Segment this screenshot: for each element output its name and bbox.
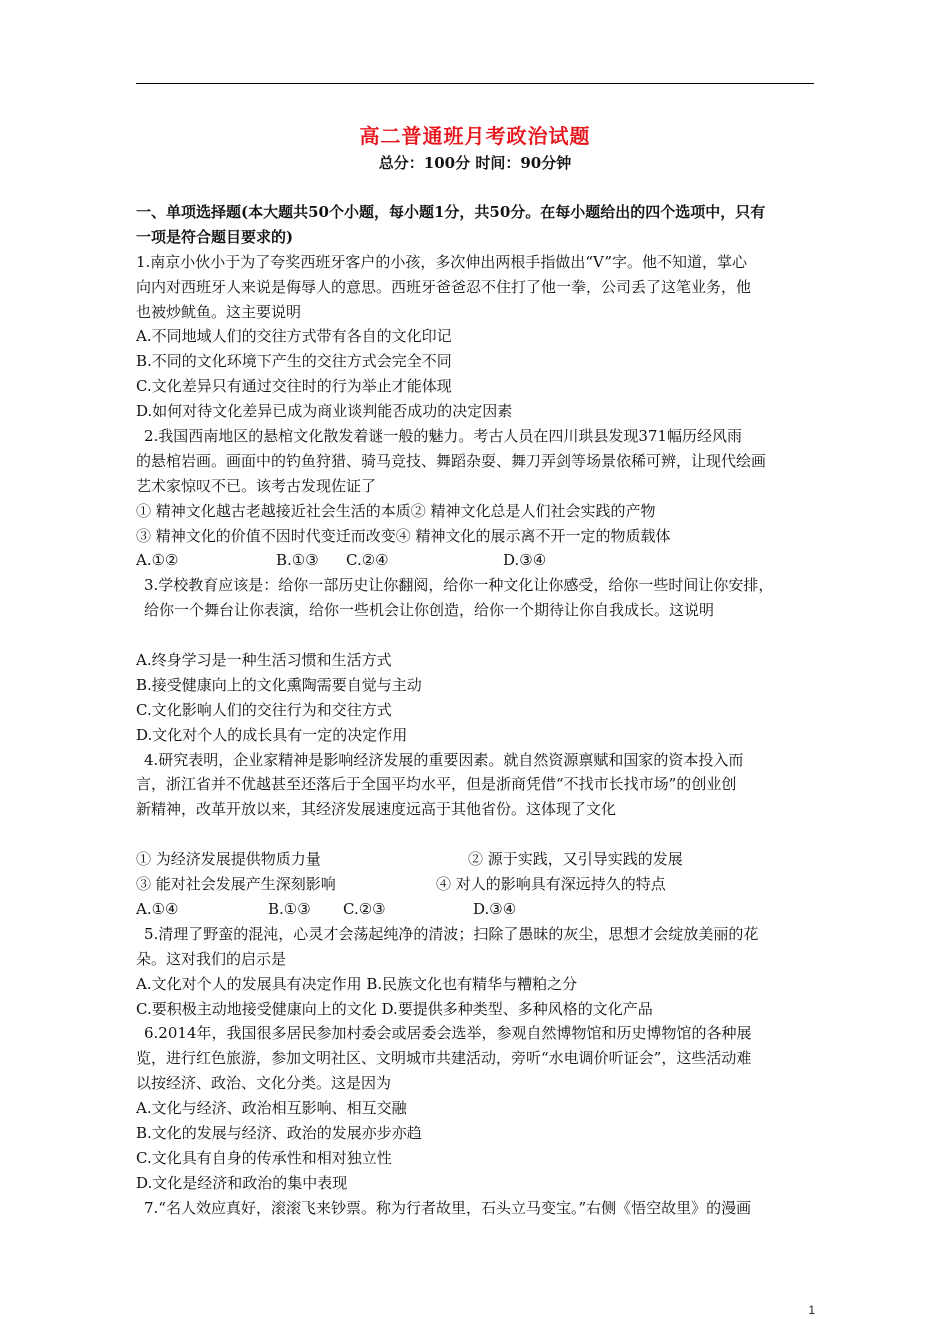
- question-stem-line: 以按经济、政治、文化分类。这是因为: [136, 1074, 392, 1093]
- statement-3: ③ 能对社会发展产生深刻影响: [136, 875, 336, 894]
- option-d: D.文化是经济和政治的集中表现: [136, 1173, 348, 1192]
- blank-line: [136, 623, 816, 648]
- option-d: D.文化对个人的成长具有一定的决定作用: [136, 725, 408, 744]
- question-stem-line: 3.学校教育应该是：给你一部历史让你翻阅，给你一种文化让你感受，给你一些时间让你安排，: [144, 576, 774, 595]
- question-stem-line: 览，进行红色旅游，参加文明社区、文明城市共建活动，旁听“水电调价听证会”，这些活动难: [136, 1049, 752, 1068]
- option-c: C.文化影响人们的交往行为和交往方式: [136, 700, 392, 719]
- question-stem-line: 朵。这对我们的启示是: [136, 949, 287, 968]
- options-row: [136, 548, 816, 573]
- question-stem-line: 1.南京小伙小于为了夸奖西班牙客户的小孩，多次伸出两根手指做出“V”字。他不知道，掌心: [136, 252, 748, 271]
- option-b: B.①③: [268, 899, 311, 918]
- blank-line: [136, 822, 816, 847]
- option-c: C.文化具有自身的传承性和相对独立性: [136, 1148, 392, 1167]
- statement-row: [136, 847, 816, 872]
- question-4: [136, 748, 816, 922]
- question-stem-line: 新精神，改革开放以来，其经济发展速度远高于其他省份。这体现了文化: [136, 800, 617, 819]
- exam-body: [136, 200, 816, 1221]
- option-c: C.②④: [346, 551, 389, 570]
- option-a: A.①④: [136, 899, 179, 918]
- option-a: A.不同地域人们的交往方式带有各自的文化印记: [136, 327, 452, 346]
- options-line: C.要积极主动地接受健康向上的文化 D.要提供多种类型、多种风格的文化产品: [136, 999, 653, 1018]
- question-5: [136, 922, 816, 1022]
- question-stem-line: 6.2014年，我国很多居民参加村委会或居委会选举，参观自然博物馆和历史博物馆的各种展: [144, 1024, 752, 1043]
- options-row: [136, 897, 816, 922]
- option-a: A.文化与经济、政治相互影响、相互交融: [136, 1099, 407, 1118]
- option-b: B.文化的发展与经济、政治的发展亦步亦趋: [136, 1123, 422, 1142]
- option-a: A.①②: [136, 551, 179, 570]
- question-stem-line: 4.研究表明，企业家精神是影响经济发展的重要因素。就自然资源禀赋和国家的资本投入而: [144, 750, 744, 769]
- section-heading-line-1: 一、单项选择题(本大题共50个小题，每小题1分，共50分。在每小题给出的四个选项中，只有: [136, 203, 766, 221]
- option-b: B.不同的文化环境下产生的交往方式会完全不同: [136, 352, 452, 371]
- question-stem-line: 2.我国西南地区的悬棺文化散发着谜一般的魅力。考古人员在四川珙县发现371幅历经风雨: [144, 427, 742, 446]
- option-b: B.接受健康向上的文化熏陶需要自觉与主动: [136, 675, 422, 694]
- statement-1: ① 为经济发展提供物质力量: [136, 850, 321, 869]
- option-a: A.终身学习是一种生活习惯和生活方式: [136, 651, 392, 670]
- question-stem-line: 5.清理了野蛮的混沌，心灵才会荡起纯净的清波；扫除了愚昧的灰尘，思想才会绽放美丽的花: [144, 924, 759, 943]
- question-stem-line: 的悬棺岩画。画面中的钓鱼狩猎、骑马竞技、舞蹈杂耍、舞刀弄剑等场景依稀可辨，让现代绘画: [136, 451, 767, 470]
- question-3: [136, 573, 816, 747]
- option-c: C.②③: [343, 899, 386, 918]
- question-stem-line: 给你一个舞台让你表演，给你一些机会让你创造，给你一个期待让你自我成长。这说明: [144, 601, 715, 620]
- question-stem-line: 言，浙江省并不优越甚至还落后于全国平均水平，但是浙商凭借“不找市长找市场”的创业创: [136, 775, 737, 794]
- statement-line: ① 精神文化越古老越接近社会生活的本质② 精神文化总是人们社会实践的产物: [136, 501, 656, 520]
- question-stem-line: 7.“名人效应真好，滚滚飞来钞票。称为行者故里，石头立马变宝。”右侧《悟空故里》的漫画: [144, 1198, 752, 1217]
- option-c: C.文化差异只有通过交往时的行为举止才能体现: [136, 377, 452, 396]
- question-2: [136, 424, 816, 573]
- question-7: [136, 1196, 816, 1221]
- options-line: A.文化对个人的发展具有决定作用 B.民族文化也有精华与糟粕之分: [136, 974, 578, 993]
- page-number: 1: [808, 1303, 815, 1317]
- question-stem-line: 也被炒鱿鱼。这主要说明: [136, 302, 302, 321]
- option-d: D.如何对待文化差异已成为商业谈判能否成功的决定因素: [136, 402, 513, 421]
- statement-row: [136, 872, 816, 897]
- question-1: [136, 250, 816, 424]
- option-d: D.③④: [473, 899, 517, 918]
- statement-line: ③ 精神文化的价值不因时代变迁而改变④ 精神文化的展示离不开一定的物质载体: [136, 526, 671, 545]
- question-stem-line: 向内对西班牙人来说是侮辱人的意思。西班牙爸爸忍不住打了他一拳，公司丢了这笔业务，他: [136, 277, 752, 296]
- exam-title: 高二普通班月考政治试题: [359, 124, 591, 148]
- statement-2: ② 源于实践，又引导实践的发展: [468, 850, 683, 869]
- option-b: B.①③: [276, 551, 319, 570]
- question-6: [136, 1021, 816, 1195]
- exam-subtitle: 总分：100分 时间：90分钟: [378, 154, 572, 172]
- question-stem-line: 艺术家惊叹不已。该考古发现佐证了: [136, 476, 377, 495]
- statement-4: ④ 对人的影响具有深远持久的特点: [436, 875, 666, 894]
- option-d: D.③④: [503, 551, 547, 570]
- section-heading-line-2: 一项是符合题目要求的): [136, 227, 294, 246]
- header-rule: [136, 83, 814, 84]
